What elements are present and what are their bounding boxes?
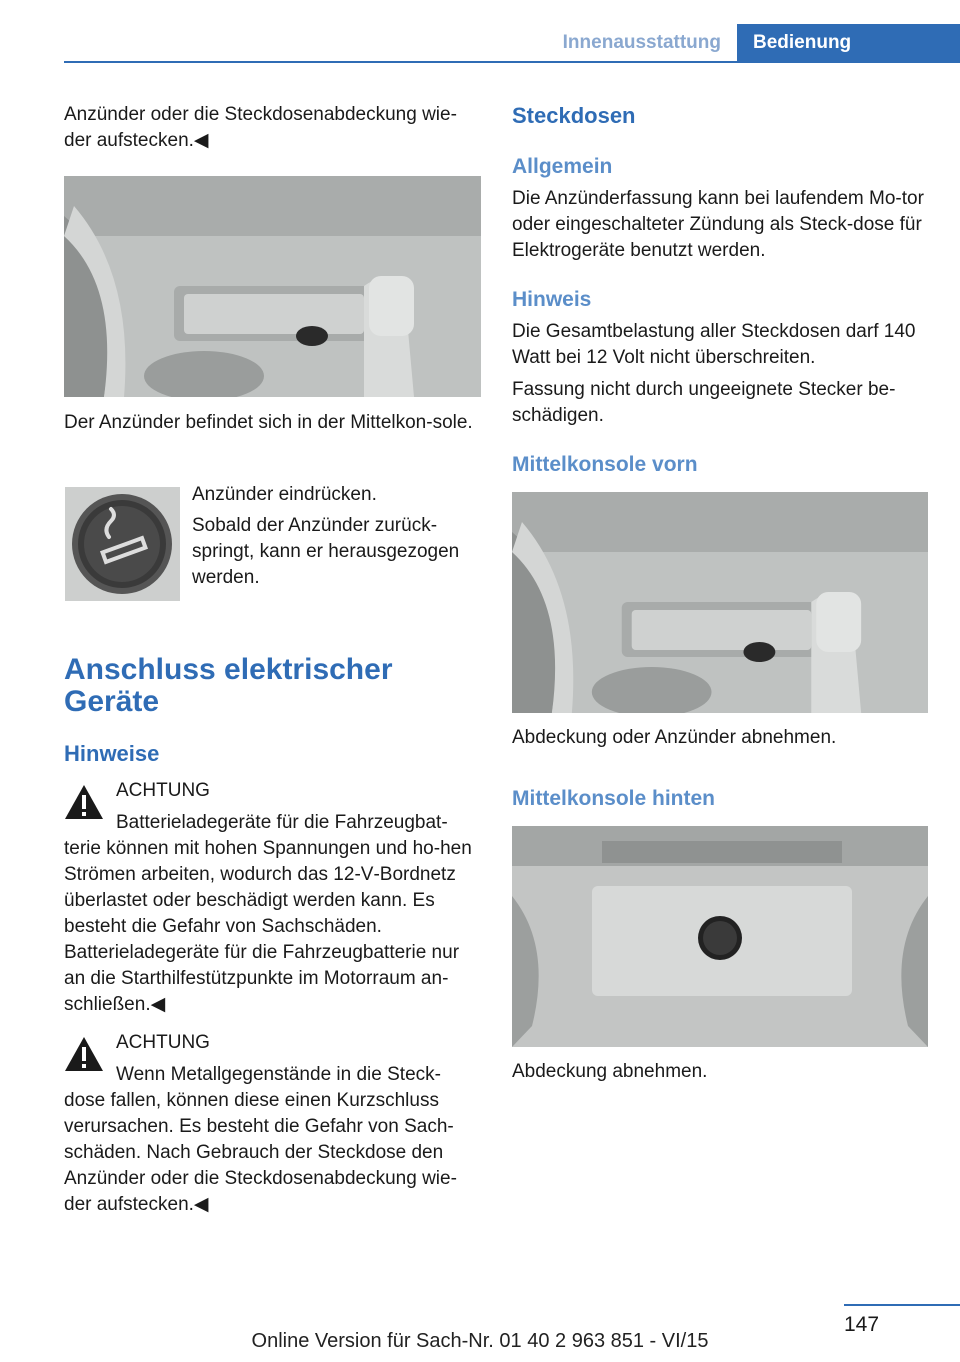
allgemein-text: Die Anzünderfassung kann bei laufendem Mo‐tor oder eingeschalteter Zündung als Steck‐dose für Elektrogeräte benutzt werden.	[512, 188, 924, 261]
hinten-caption: Abdeckung abnehmen.	[512, 1061, 708, 1082]
page-number: 147	[844, 1313, 880, 1336]
step-2: Sobald der Anzünder zurück‐springt, kann er herausgezogen werden.	[192, 515, 460, 588]
hinweis-heading: Hinweis	[512, 288, 592, 311]
console-front-photo	[512, 492, 928, 713]
footer-version: Online Version für Sach-Nr. 01 40 2 963 851 - VI/15	[251, 1330, 709, 1352]
header-section-label: Innenausstattung	[562, 32, 721, 53]
warning-1-text: Batterieladegeräte für die Fahrzeugbat‐terie können mit hohen Spannungen und ho‐hen Strömen arbeiten, wodurch das 12‑V‑Bordnetz überlastet oder beschädigt werden kann. Es besteht die Gefahr von Sachschäden. Batterieladegeräte für die Fahrzeugbatterie nur an die Starthilfestützpunkte im Motorraum an‐schließen.◀	[64, 812, 472, 1015]
hinweise-heading: Hinweise	[64, 741, 160, 766]
lighter-photo	[65, 487, 180, 601]
console-caption: Der Anzünder befindet sich in der Mittelkon‐sole.	[64, 412, 473, 433]
warning-2-text: Wenn Metallgegenstände in die Steck‐dose fallen, können diese einen Kurzschluss verursachen. Es besteht die Gefahr von Sach‐schäden. Nach Gebrauch der Steckdose den Anzünder oder die Steckdosenabdeckung wie‐der aufstecken.◀	[64, 1064, 457, 1215]
step-1: Anzünder eindrücken.	[192, 484, 377, 505]
vorn-heading: Mittelkonsole vorn	[512, 453, 698, 476]
section-heading: Anschluss elektrischer Geräte	[64, 653, 393, 718]
warning-2-label: ACHTUNG	[116, 1032, 210, 1053]
console-rear-photo	[512, 826, 928, 1047]
header-tab-label: Bedienung	[737, 24, 960, 61]
header-rule	[64, 61, 960, 63]
hinweis-text-2: Fassung nicht durch ungeeignete Stecker be‐schädigen.	[512, 379, 896, 426]
intro-text: Anzünder oder die Steckdosenabdeckung wie‐der aufstecken.◀	[64, 104, 457, 151]
footer-rule	[844, 1304, 960, 1306]
warning-1-label: ACHTUNG	[116, 780, 210, 801]
hinten-heading: Mittelkonsole hinten	[512, 787, 716, 810]
vorn-caption: Abdeckung oder Anzünder abnehmen.	[512, 727, 837, 748]
console-front-photo	[64, 176, 481, 397]
hinweis-text-1: Die Gesamtbelastung aller Steckdosen darf 140 Watt bei 12 Volt nicht überschreiten.	[512, 321, 916, 368]
allgemein-heading: Allgemein	[512, 155, 613, 178]
steckdosen-heading: Steckdosen	[512, 103, 636, 128]
